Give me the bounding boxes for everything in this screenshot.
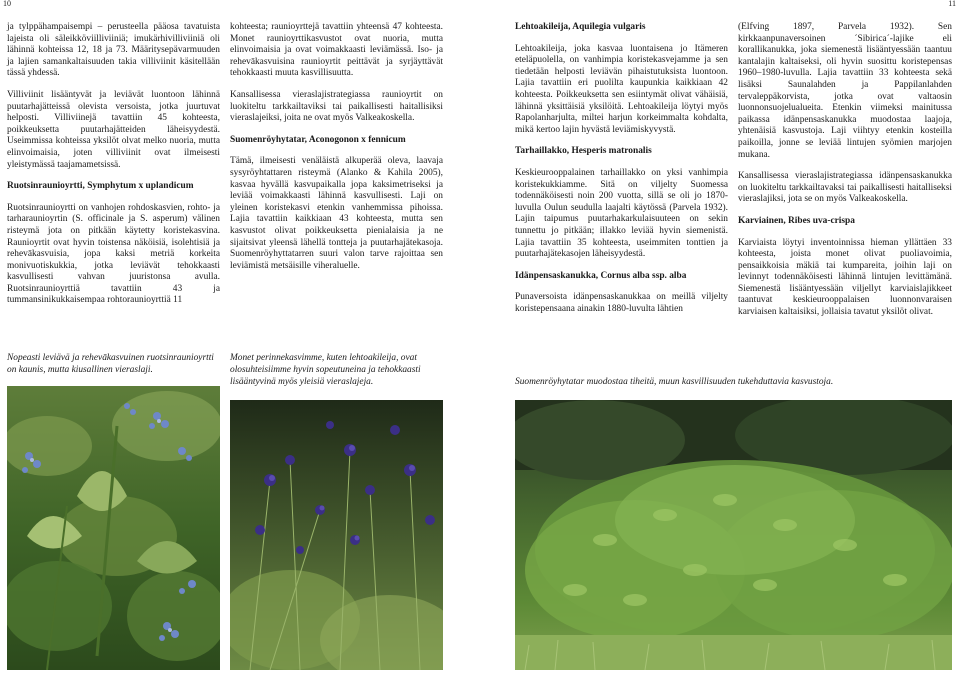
paragraph: (Elfving 1897, Parvela 1932). Sen kirkkaanpunaversoinen ´Sibirica´-lajike eli korallikanukka, joka siemenestä lisääntyessään taantuu kantalajin kaltaiseksi, oli hyvin suosittu koristepensas 1960–1980-luvulla. Lajia tavattiin 33 kohteesta sekä lisäksi Saunalahden ja Pappilanlahden tervaleppäkorvista, jotka ovat valtaosin luonnonsuojelualueita. Etenkin viimeksi mainitussa paikassa idänpensaskanukka muodostaa laajoja, yhtenäisiä kasvustoja. Laji viihtyy etenkin kosteilla paikoilla, jonne se leviää lintujen syömien marjojen mukana. [738,22,952,160]
column-4 [738,22,952,329]
columbine-photo [230,400,443,670]
column-2 [230,22,443,282]
paragraph: Kansallisessa vieraslajistrategiassa idänpensaskanukka on luokiteltu tarkkailtavaksi tai paikallisesti haitalliseksi vieraslajiksi, jota se on myös Valkeakoskella. [738,171,952,205]
paragraph: Lehtoakileija, joka kasvaa luontaisena jo Itämeren eteläpuolella, on vanhimpia koristekasvejamme ja sen tiedetään helposti leviävän pihaistutuksista luontoon. Lajia tavattiin eri puolilta kaupunkia kaikkiaan 42 kohteesta. Poikkeuksetta sen esiintymät olivat vähäisiä, lähinnä yksittäisiä yksilöitä. Lehtoakileija löytyi myös Rapolanharjulta, miltei harjun korkeimmalta kohdalta, mikä kertoo lajin hyvästä leviämiskyvystä. [515,43,728,135]
column-1 [7,22,220,317]
page-number-right: 11 [948,0,956,8]
knotweed-photo [515,400,952,670]
paragraph: Karviaista löytyi inventoinnissa hieman yllättäen 33 kohteesta, joista monet olivat puoliavoimia, pensaikkoisia mäkiä tai kumpareita, joihin laji on levinnyt todennäköisesti lähinnä lintujen levittämänä. Siemenestä lisääntyessään viljellyt karviaislajikkeet taantuvat keskieurooppalaisen luonnonvaraisen karviaisen kaltaisiksi, jollaisia tavatut yksilöt olivat. [738,237,952,318]
paragraph: ja tylppähampaisempi – perusteella pääosa tavatuista lajeista oli säleikköviilliviiniä; imukärhivilliviiniä oli lähinnä kohteissa 12, 18 ja 73. Määritysepävarmuuden ja lajien samankaltaisuuden takia villiviinit käsitellään tässä yhdessä. [7,22,220,79]
paragraph: Kansallisessa vieraslajistrategiassa raunioyrtit on luokiteltu tarkkailtaviksi tai paikallisesti haitallisiksi vieraslajeiksi, joita ne ovat myös Valkeakoskella. [230,89,443,124]
paragraph: kohteesta; raunioyrttejä tavattiin yhteensä 47 kohteesta. Monet raunioyrttikasvustot ovat nuoria, mutta elinvoimaisia ja ovat voimakkaasti leviämässä. Iso- ja rehevākasvuisina raunioyrtit peittävät ja syrjäyttävät tehokkaasti muuta kasvillisuutta. [230,22,443,79]
section-heading: Idänpensaskanukka, Cornus alba ssp. alba [515,270,687,281]
paragraph: Keskieurooppalainen tarhaillakko on yksi vanhimpia koristekukkiamme. Sitä on viljelty Suomessa todennäköisesti noin 200 vuotta, sillä se oli jo 1870-luvulla Oulun seudulla laajalti käytössä (Parvela 1932). Lajin taipumus puutarhakarkulaisuuteen on sekin tunnettu jo pitkään; illakko leviää hyvin siemenistä. Lajia tavattiin 35 kohteesta, useimmiten tonttien ja puutarhajätekasojen läheisyydestä. [515,167,728,260]
section-heading: Tarhaillakko, Hesperis matronalis [515,146,652,157]
paragraph: Villiviinit lisääntyvät ja leviävät luontoon lähinnä puutarhajätteissä olevista versoista, jotka juurtuvat helposti. Villiviinejä tavattiin 45 kohteesta, poikkeuksetta puutarhajätteiden läheisyydestä. Useimmissa kohteissa yksilöt olvat melko nuoria, mutta elinvoimaisia, joten villiviinit ovat ilmeisesti yleistymässä taajamametsissä. [7,89,220,170]
photo-caption-center: Monet perinnekasvimme, kuten lehtoakileija, ovat olosuhteisiimme hyvin sopeutuneina ja tehokkaasti lisääntyvinä myös yleisiä vieraslajeja. [230,353,421,387]
photo-caption-left: Nopeasti leviävä ja rehevākasvuinen ruotsinraunioyrtti on kaunis, mutta kiusallinen vieraslaji. [7,353,214,375]
section-heading: Lehtoakileija, Aquilegia vulgaris [515,22,646,32]
comfrey-photo [7,386,220,670]
paragraph: Tämä, ilmeisesti venäläistä alkuperää oleva, laavaja sysyröyhtattaren risteymä (Alanko & Kahila 2005), kasvaa hyvällä kasvupaikalla jopa kaksimetriseksi ja leviää voimakkaasti lähinnä kasvullisesti. Laji on yleinen koristekasvi etenkin vanhemmissa pihoissa. Lajia tavattiin kaikkiaan 43 kohteesta, mutta sen kasvustot olivat poikkeuksetta pienialaisia ja ne sijaitsivat yleensä lähellä tontteja ja puutarhajätekasoja. Suomenröyhyttatarren suuri valon tarve rajoittaa sen leviämistä metsäisille viheraluelle. [230,156,443,271]
section-heading: Suomenröyhytatar, Aconogonon x fennicum [230,134,406,145]
column-3 [515,22,728,325]
paragraph: Punaversoista idänpensaskanukkaa on meillä viljelty koristepensaana ainakin 1880-luvulta lähtien [515,292,728,314]
section-heading: Ruotsinraunioyrtti, Symphytum x uplandicum [7,181,194,192]
page-number-left: 10 [3,0,11,8]
paragraph: Ruotsinraunioyrtti on vanhojen rohdoskasvien, rohto- ja tarharaunioyrtin (S. officinale ja S. asperum) välinen risteymä jota on pitkään käytetty koristekasvina. Raunioyrtit ovat hyvin toistensa näköisiä, isolehtisiä ja rehevākasvuisia, jopa kaksi metriä korkeita monivuotiskukkia, jotka leviävät tehokkaasti kasvullisesti vahvan juuristonsa avulla. Ruotsinraunioyrttiä tavattiin 43 ja tummansinikukkaisempaa rohtoraunioyrttiä 11 [7,202,220,306]
photo-caption-right: Suomenröyhytatar muodostaa tiheitä, muun kasvillisuuden tukehduttavia kasvustoja. [515,377,834,387]
section-heading: Karviainen, Ribes uva-crispa [738,215,855,226]
